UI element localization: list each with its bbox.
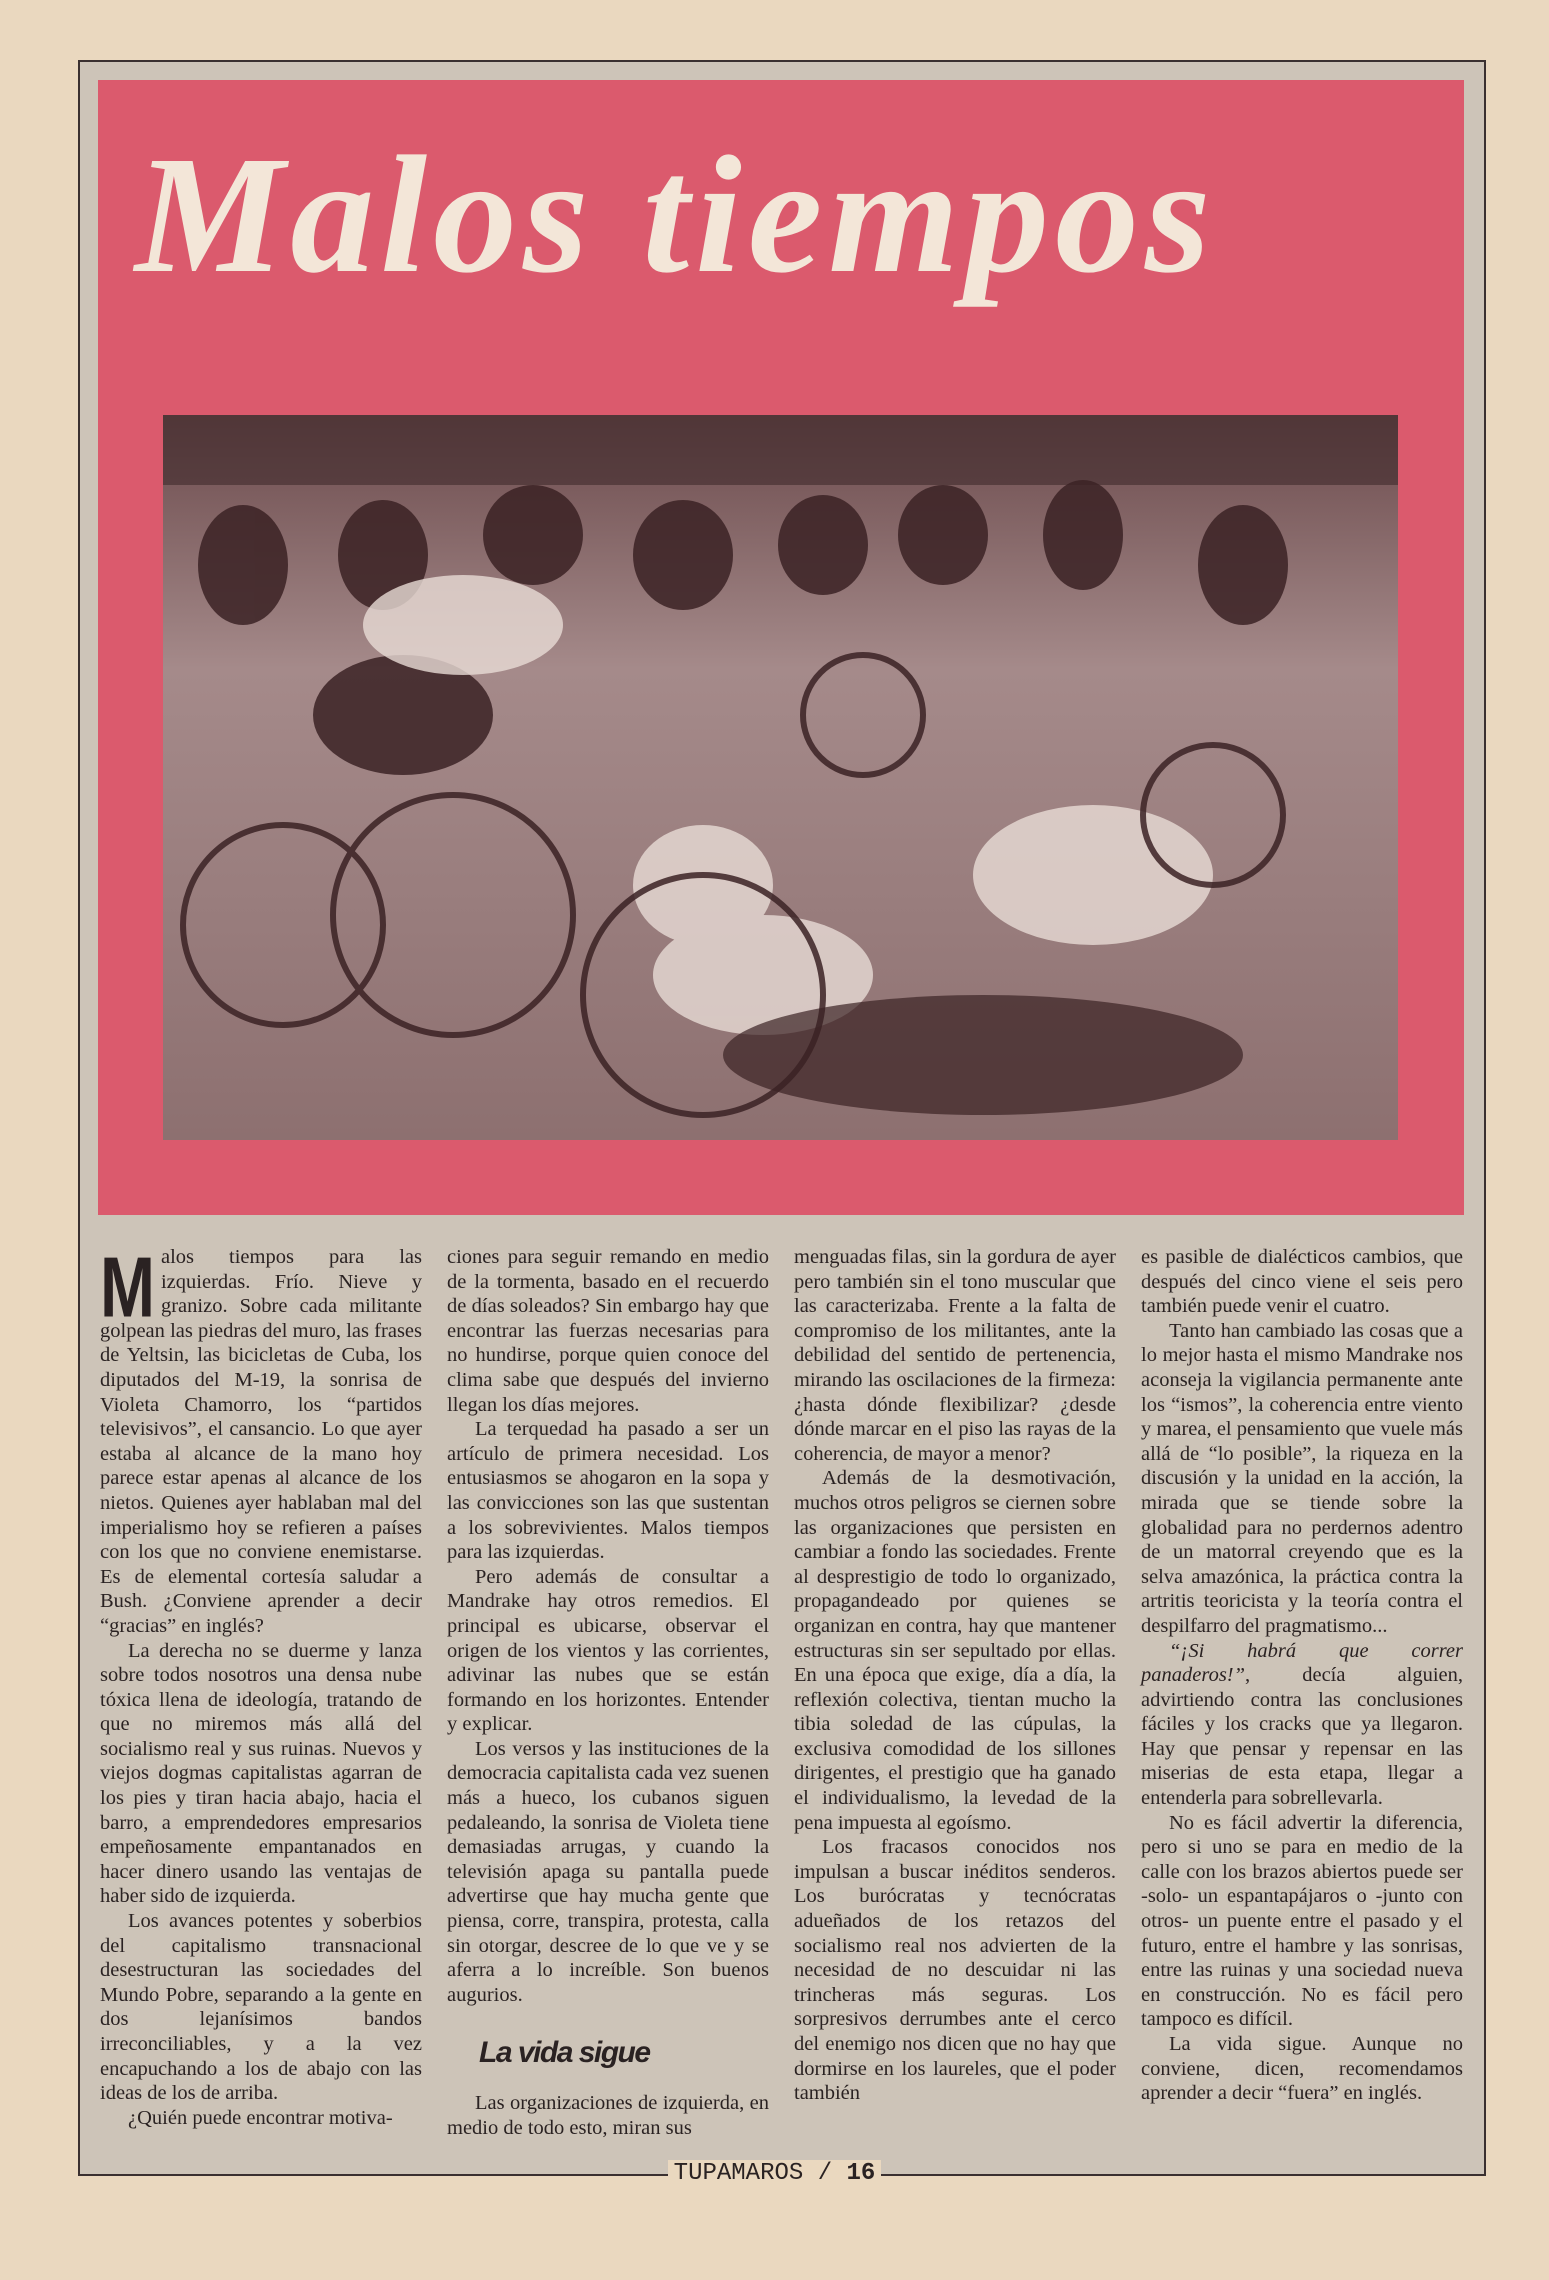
paragraph: Pero además de consultar a Mandrake hay otros remedios. El principal es ubicarse, observar el origen de los vientos y las corrientes, adivinar las nubes que se están formando en los horizontes. Entender y explicar. [447, 1565, 769, 1736]
column-3 [794, 1245, 1116, 2106]
paragraph: es pasible de dialécticos cambios, que después del cinco viene el seis pero también puede venir el cuatro. [1141, 1246, 1463, 1318]
publication-name: TUPAMAROS [673, 2160, 804, 2187]
paragraph: Tanto han cambiado las cosas que a lo mejor hasta el mismo Mandrake nos aconseja la vigilancia permanente ante los “ismos”, la coherencia entre viento y marea, el pensamiento que vuele más allá de “lo posible”, la riqueza en la discusión y la unidad en la acción, la mirada que se tiende sobre la globalidad para no perdernos adentro de un matorral creyendo que es la selva amazónica, la práctica contra la artritis teoricista y la teoría contra el despilfarro del pragmatismo... [1141, 1319, 1463, 1637]
paragraph: La vida sigue. Aunque no conviene, dicen, recomendamos aprender a decir “fuera” en inglés. [1141, 2033, 1463, 2105]
article-title: Malos tiempos [135, 122, 1217, 308]
page-footer [0, 2160, 1549, 2187]
cyclists-crash-photo [163, 415, 1398, 1140]
paragraph: menguadas filas, sin la gordura de ayer pero también sin el tono muscular que las caracterizaba. Frente a la falta de compromiso de los militantes, ante la debilidad del sentido de pertenencia, mirando las oscilaciones de la firmeza: ¿hasta dónde flexibilizar? ¿desde dónde marcar en el piso las rayas de la coherencia, de mayor a menor? [794, 1246, 1116, 1465]
paragraph [1141, 1639, 1463, 1811]
page-number: 16 [846, 2160, 876, 2187]
folio-separator: / [817, 2160, 833, 2187]
paragraph: La terquedad ha pasado a ser un artículo de primera necesidad. Los entusiasmos se ahogaron en la sopa y las convicciones son las que sustentan a los sobrevivientes. Malos tiempos para las izquierdas. [447, 1418, 769, 1564]
paragraph: Los fracasos conocidos nos impulsan a buscar inéditos senderos. Los burócratas y tecnócratas adueñados de los retazos del socialismo real nos advierten de la necesidad de no descuidar ni las trincheras más seguras. Los sorpresivos derrumbes ante el cerco del enemigo nos dicen que no hay que dormirse en los laureles, que el poder también [794, 1836, 1116, 2105]
column-2 [447, 1245, 769, 2141]
paragraph: Los avances potentes y soberbios del capitalismo transnacional desestructuran las sociedades del Mundo Pobre, separando a la gente en dos lejanísimos bandos irreconciliables, y a la vez encapuchando a los de abajo con las ideas de los de arriba. [100, 1910, 422, 2105]
subheading: La vida sigue [479, 2036, 650, 2070]
paragraph-text: , decía alguien, advirtiendo contra las conclusiones fáciles y los cracks que ya llegaron. Hay que pensar y repensar en las miserias de esta etapa, llegar a entenderla para sobrellevarla. [1141, 1664, 1463, 1810]
paragraph: Los versos y las instituciones de la democracia capitalista cada vez suenen más a hueco, los cubanos siguen pedaleando, la sonrisa de Violeta tiene demasiadas arrugas, y cuando la televisión apaga su pantalla puede advertirse que hay mucha gente que piensa, corre, transpira, protesta, calla sin otorgar, descree de lo que ve y se aferra a lo increíble. Son buenos augurios. [447, 1737, 769, 2006]
paragraph: No es fácil advertir la diferencia, pero si uno se para en medio de la calle con los brazos abiertos puede ser -solo- un espantapájaros o -junto con otros- un puente entre el pasado y el futuro, entre el hambre y las sonrisas, entre las ruinas y una sociedad nueva en construcción. No es fácil pero tampoco es difícil. [1141, 1811, 1463, 2031]
column-1 [100, 1238, 422, 2130]
folio [668, 2160, 882, 2187]
article-body [100, 1238, 1465, 2139]
quote: “¡Si habrá que correr panaderos!” [1141, 1639, 1463, 1687]
paragraph: Además de la desmotivación, muchos otros peligros se ciernen sobre las organizaciones que persisten en cambiar a fondo las sociedades. Frente al desprestigio de todo lo organizado, propagandeado por quienes se organizan en contra, hay que mantener estructuras sin ser sepultado por ellas. En una época que exige, día a día, la reflexión colectiva, tientan mucho la tibia soledad de las cúpulas, la exclusiva comodidad de los sillones dirigentes, el prestigio que ha ganado el individualismo, la levedad de la pena impuesta al egoísmo. [794, 1467, 1116, 1834]
paragraph: La derecha no se duerme y lanza sobre todos nosotros una densa nube tóxica llena de ideología, tratando de que no miremos más allá del socialismo real y sus ruinas. Nuevos y viejos dogmas capitalistas agarran de los pies y tiran hacia abajo, hacia el barro, a emprendedores empresarios empeñosamente empantanados en hacer dinero usando las ventajas de haber sido de izquierda. [100, 1639, 422, 1908]
paragraph: alos tiempos para las izquierdas. Frío. Nieve y granizo. Sobre cada militante golpean las piedras del muro, las frases de Yeltsin, las bicicletas de Cuba, los diputados del M-19, la sonrisa de Violeta Chamorro, los “partidos televisivos”, el cansancio. Lo que ayer estaba al alcance de la mano hoy parece estar apenas al alcance de los nietos. Quienes ayer hablaban mal del imperialismo hoy se refieren a países con los que no conviene enemistarse. Es de elemental cortesía saludar a Bush. ¿Conviene aprender a decir “gracias” en inglés? [100, 1246, 422, 1637]
photo-image [163, 415, 1398, 1140]
column-4 [1141, 1245, 1463, 2106]
paragraph: Las organizaciones de izquierda, en medio de todo esto, miran sus [447, 2092, 769, 2139]
paragraph: ¿Quién puede encontrar motiva- [128, 2106, 393, 2129]
drop-cap: M [100, 1238, 155, 1335]
paragraph: ciones para seguir remando en medio de la tormenta, basado en el recuerdo de días soleados? Sin embargo hay que encontrar las fuerzas necesarias para no hundirse, porque quien conoce del clima sabe que después del invierno llegan los días mejores. [447, 1246, 769, 1416]
